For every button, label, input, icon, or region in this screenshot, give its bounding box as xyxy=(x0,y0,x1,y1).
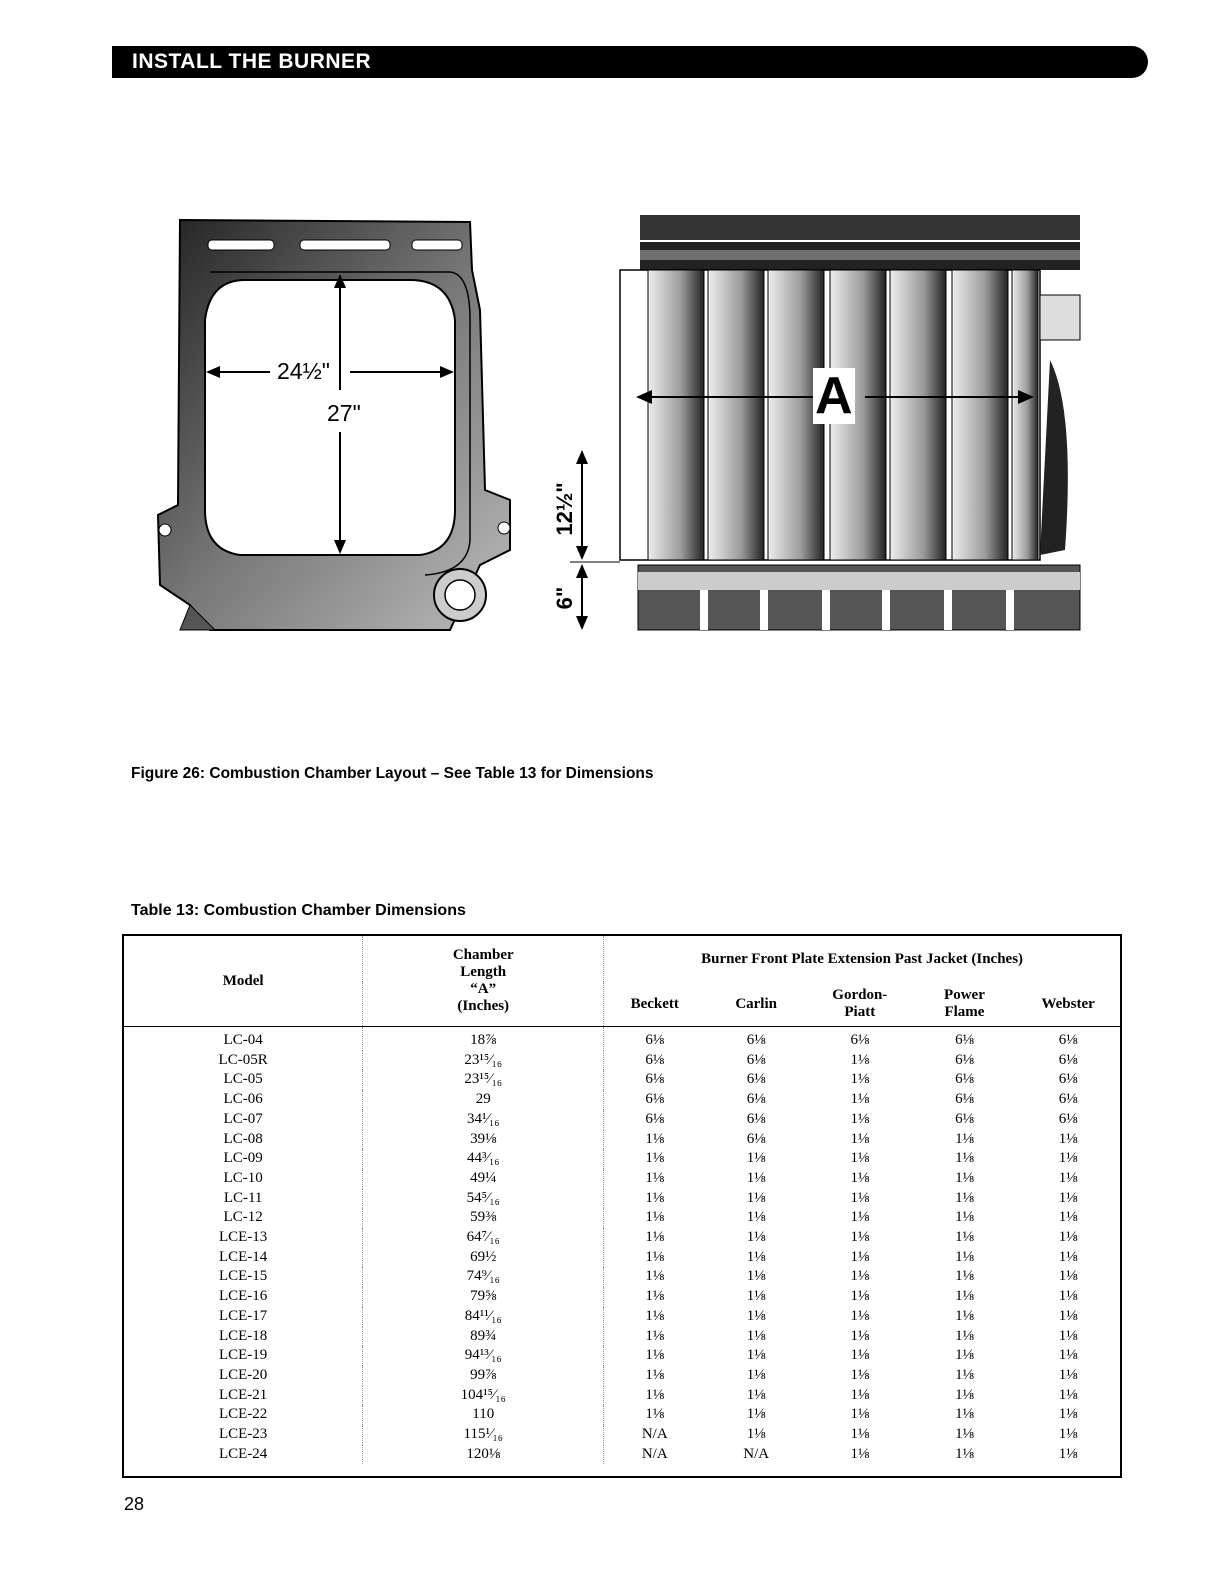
carlin-cell: 6⅛ xyxy=(746,1110,766,1127)
power-flame-cell: 1⅛ xyxy=(955,1169,974,1186)
gordon-piatt-cell: 6⅛ xyxy=(850,1032,870,1048)
webster-cell: 1⅛ xyxy=(1058,1288,1078,1305)
lower-height-label: 6" xyxy=(552,586,577,610)
model-cell: LCE-13 xyxy=(218,1229,268,1246)
model-cell: LC-08 xyxy=(223,1130,263,1147)
webster-cell: 6⅛ xyxy=(1058,1032,1078,1048)
beckett-header: Beckett xyxy=(604,982,706,1027)
webster-cell: 1⅛ xyxy=(1058,1169,1078,1186)
webster-cell: 6⅛ xyxy=(1058,1110,1078,1127)
table-body xyxy=(124,1027,1120,1465)
gordon-piatt-header: Gordon- Piatt xyxy=(832,987,888,1020)
carlin-cell: 1⅛ xyxy=(746,1229,766,1246)
webster-cell: 1⅛ xyxy=(1058,1445,1078,1462)
gordon-piatt-cell: 1⅛ xyxy=(850,1150,870,1167)
webster-cell: 1⅛ xyxy=(1058,1327,1078,1344)
power-flame-cell: 6⅛ xyxy=(955,1032,974,1048)
width-dimension-label: 24½" xyxy=(277,358,330,384)
beckett-cell: 1⅛ xyxy=(604,1228,706,1248)
chamber-length-cell: 44³⁄₁₆ xyxy=(363,1149,604,1169)
height-dimension-label: 27" xyxy=(327,400,361,426)
beckett-cell: 1⅛ xyxy=(604,1149,706,1169)
table-row xyxy=(124,1307,1120,1327)
carlin-cell: 6⅛ xyxy=(746,1051,766,1068)
carlin-header: Carlin xyxy=(735,995,777,1012)
webster-cell: 1⅛ xyxy=(1058,1189,1078,1206)
upper-height-label: 12½" xyxy=(552,482,577,536)
model-cell: LC-11 xyxy=(223,1189,263,1206)
table-row xyxy=(124,1027,1120,1051)
gordon-piatt-cell: 1⅛ xyxy=(850,1130,870,1147)
chamber-length-cell: 23¹⁵⁄₁₆ xyxy=(363,1051,604,1071)
power-flame-header: Power Flame xyxy=(944,987,985,1020)
table-row xyxy=(124,1090,1120,1110)
webster-cell: 1⅛ xyxy=(1058,1248,1078,1265)
gordon-piatt-cell: 1⅛ xyxy=(850,1071,870,1088)
model-cell: LC-06 xyxy=(223,1091,263,1108)
beckett-cell: 1⅛ xyxy=(604,1386,706,1406)
model-cell: LCE-14 xyxy=(218,1248,268,1265)
carlin-cell: 1⅛ xyxy=(746,1150,766,1167)
gordon-piatt-cell: 1⅛ xyxy=(850,1347,870,1364)
table-row xyxy=(124,1110,1120,1130)
webster-cell: 6⅛ xyxy=(1058,1071,1078,1088)
carlin-cell: 1⅛ xyxy=(746,1209,766,1226)
table-row xyxy=(124,1248,1120,1268)
webster-cell: 1⅛ xyxy=(1058,1130,1078,1147)
chamber-length-cell: 64⁷⁄₁₆ xyxy=(363,1228,604,1248)
beckett-cell: 6⅛ xyxy=(604,1070,706,1090)
chamber-length-cell: 54⁵⁄₁₆ xyxy=(363,1189,604,1209)
carlin-cell: N/A xyxy=(743,1445,770,1462)
power-flame-cell: 1⅛ xyxy=(955,1189,974,1206)
model-cell: LCE-18 xyxy=(218,1327,268,1344)
power-flame-cell: 1⅛ xyxy=(955,1327,974,1344)
chamber-length-cell: 69½ xyxy=(363,1248,604,1268)
carlin-cell: 1⅛ xyxy=(746,1248,766,1265)
carlin-cell: 1⅛ xyxy=(746,1406,766,1423)
carlin-cell: 6⅛ xyxy=(746,1032,766,1048)
beckett-cell: 1⅛ xyxy=(604,1189,706,1209)
figure-caption: Figure 26: Combustion Chamber Layout – See Table 13 for Dimensions xyxy=(131,765,654,782)
beckett-cell: N/A xyxy=(604,1425,706,1445)
power-flame-cell: 1⅛ xyxy=(955,1130,974,1147)
beckett-cell: 1⅛ xyxy=(604,1169,706,1189)
chamber-length-cell: 84¹¹⁄₁₆ xyxy=(363,1307,604,1327)
chamber-length-cell: 94¹³⁄₁₆ xyxy=(363,1346,604,1366)
power-flame-cell: 1⅛ xyxy=(955,1288,974,1305)
gordon-piatt-cell: 1⅛ xyxy=(850,1366,870,1383)
section-title: INSTALL THE BURNER xyxy=(132,50,372,73)
power-flame-cell: 1⅛ xyxy=(955,1406,974,1423)
model-cell: LCE-20 xyxy=(218,1366,268,1383)
chamber-length-cell: 79⅝ xyxy=(363,1287,604,1307)
gordon-piatt-cell: 1⅛ xyxy=(850,1110,870,1127)
gordon-piatt-cell: 1⅛ xyxy=(850,1386,870,1403)
model-cell: LC-05 xyxy=(223,1071,263,1088)
table-row xyxy=(124,1346,1120,1366)
webster-cell: 6⅛ xyxy=(1058,1091,1078,1108)
model-cell: LCE-22 xyxy=(218,1406,268,1423)
chamber-length-cell: 74⁹⁄₁₆ xyxy=(363,1267,604,1287)
webster-cell: 1⅛ xyxy=(1058,1366,1078,1383)
beckett-cell: N/A xyxy=(604,1445,706,1465)
chamber-length-cell: 99⅞ xyxy=(363,1366,604,1386)
chamber-length-cell: 49¼ xyxy=(363,1169,604,1189)
chamber-length-cell: 104¹⁵⁄₁₆ xyxy=(363,1386,604,1406)
model-cell: LC-04 xyxy=(223,1032,263,1048)
table-row xyxy=(124,1130,1120,1150)
power-flame-cell: 1⅛ xyxy=(955,1386,974,1403)
model-cell: LCE-17 xyxy=(218,1307,268,1324)
webster-cell: 6⅛ xyxy=(1058,1051,1078,1068)
carlin-cell: 6⅛ xyxy=(746,1091,766,1108)
power-flame-cell: 6⅛ xyxy=(955,1091,974,1108)
webster-cell: 1⅛ xyxy=(1058,1307,1078,1324)
section-banner xyxy=(112,46,1148,78)
gordon-piatt-cell: 1⅛ xyxy=(850,1426,870,1443)
table-row xyxy=(124,1051,1120,1071)
model-cell: LC-12 xyxy=(223,1209,263,1226)
table-row xyxy=(124,1386,1120,1406)
chamber-length-cell: 29 xyxy=(363,1090,604,1110)
webster-cell: 1⅛ xyxy=(1058,1386,1078,1403)
chamber-length-cell: 110 xyxy=(363,1405,604,1425)
gordon-piatt-cell: 1⅛ xyxy=(850,1327,870,1344)
beckett-cell: 1⅛ xyxy=(604,1248,706,1268)
webster-cell: 1⅛ xyxy=(1058,1150,1078,1167)
beckett-cell: 1⅛ xyxy=(604,1327,706,1347)
table-row xyxy=(124,1189,1120,1209)
model-cell: LCE-21 xyxy=(218,1386,268,1403)
carlin-cell: 1⅛ xyxy=(746,1307,766,1324)
dimensions-table xyxy=(122,934,1122,1478)
chamber-length-header: Chamber Length “A” (Inches) xyxy=(363,936,604,1027)
model-cell: LCE-16 xyxy=(218,1288,268,1305)
carlin-cell: 1⅛ xyxy=(746,1169,766,1186)
power-flame-cell: 1⅛ xyxy=(955,1307,974,1324)
carlin-cell: 1⅛ xyxy=(746,1327,766,1344)
chamber-length-cell: 18⅞ xyxy=(363,1027,604,1051)
power-flame-cell: 6⅛ xyxy=(955,1071,974,1088)
carlin-cell: 6⅛ xyxy=(746,1071,766,1088)
chamber-length-cell: 89¾ xyxy=(363,1327,604,1347)
table-title: Table 13: Combustion Chamber Dimensions xyxy=(131,902,466,919)
model-cell: LCE-24 xyxy=(218,1445,268,1462)
top-section-tops xyxy=(640,215,1080,270)
power-flame-cell: 1⅛ xyxy=(955,1445,974,1462)
table-row xyxy=(124,1149,1120,1169)
model-cell: LCE-15 xyxy=(218,1268,268,1285)
carlin-cell: 1⅛ xyxy=(746,1268,766,1285)
beckett-cell: 6⅛ xyxy=(604,1110,706,1130)
gordon-piatt-cell: 1⅛ xyxy=(850,1307,870,1324)
power-flame-cell: 1⅛ xyxy=(955,1150,974,1167)
gordon-piatt-cell: 1⅛ xyxy=(850,1268,870,1285)
carlin-cell: 1⅛ xyxy=(746,1386,766,1403)
gordon-piatt-cell: 1⅛ xyxy=(850,1091,870,1108)
webster-header: Webster xyxy=(1041,995,1095,1012)
beckett-cell: 1⅛ xyxy=(604,1208,706,1228)
burner-extension-header: Burner Front Plate Extension Past Jacket (Inches) xyxy=(604,936,1120,982)
gordon-piatt-cell: 1⅛ xyxy=(850,1229,870,1246)
beckett-cell: 1⅛ xyxy=(604,1287,706,1307)
carlin-cell: 1⅛ xyxy=(746,1426,766,1443)
power-flame-cell: 6⅛ xyxy=(955,1110,974,1127)
model-header: Model xyxy=(222,972,264,989)
beckett-cell: 1⅛ xyxy=(604,1130,706,1150)
carlin-cell: 6⅛ xyxy=(746,1130,766,1147)
beckett-cell: 1⅛ xyxy=(604,1366,706,1386)
gordon-piatt-cell: 1⅛ xyxy=(850,1209,870,1226)
power-flame-cell: 1⅛ xyxy=(955,1268,974,1285)
table-row xyxy=(124,1425,1120,1445)
chamber-length-cell: 115¹⁄₁₆ xyxy=(363,1425,604,1445)
gordon-piatt-cell: 1⅛ xyxy=(850,1406,870,1423)
power-flame-cell: 1⅛ xyxy=(955,1366,974,1383)
table-row xyxy=(124,1208,1120,1228)
webster-cell: 1⅛ xyxy=(1058,1209,1078,1226)
model-cell: LC-05R xyxy=(218,1051,268,1068)
power-flame-cell: 1⅛ xyxy=(955,1209,974,1226)
model-cell: LC-09 xyxy=(223,1150,263,1167)
power-flame-cell: 1⅛ xyxy=(955,1248,974,1265)
chamber-length-label: A xyxy=(815,367,853,425)
webster-cell: 1⅛ xyxy=(1058,1406,1078,1423)
gordon-piatt-cell: 1⅛ xyxy=(850,1051,870,1068)
table-row xyxy=(124,1267,1120,1287)
power-flame-cell: 1⅛ xyxy=(955,1229,974,1246)
beckett-cell: 1⅛ xyxy=(604,1267,706,1287)
webster-cell: 1⅛ xyxy=(1058,1229,1078,1246)
carlin-cell: 1⅛ xyxy=(746,1347,766,1364)
table-row xyxy=(124,1405,1120,1425)
beckett-cell: 6⅛ xyxy=(604,1090,706,1110)
gordon-piatt-cell: 1⅛ xyxy=(850,1248,870,1265)
beckett-cell: 6⅛ xyxy=(604,1027,706,1051)
carlin-cell: 1⅛ xyxy=(746,1366,766,1383)
table-row xyxy=(124,1070,1120,1090)
webster-cell: 1⅛ xyxy=(1058,1426,1078,1443)
webster-cell: 1⅛ xyxy=(1058,1347,1078,1364)
beckett-cell: 1⅛ xyxy=(604,1346,706,1366)
model-cell: LC-10 xyxy=(223,1169,263,1186)
power-flame-cell: 1⅛ xyxy=(955,1426,974,1443)
carlin-cell: 1⅛ xyxy=(746,1288,766,1305)
gordon-piatt-cell: 1⅛ xyxy=(850,1189,870,1206)
model-cell: LCE-23 xyxy=(218,1426,268,1443)
chamber-length-cell: 39⅛ xyxy=(363,1130,604,1150)
beckett-cell: 6⅛ xyxy=(604,1051,706,1071)
table-row xyxy=(124,1169,1120,1189)
chamber-length-cell: 59⅜ xyxy=(363,1208,604,1228)
gordon-piatt-cell: 1⅛ xyxy=(850,1445,870,1462)
gordon-piatt-cell: 1⅛ xyxy=(850,1288,870,1305)
page-number: 28 xyxy=(124,1494,145,1514)
carlin-cell: 1⅛ xyxy=(746,1189,766,1206)
base-sections xyxy=(638,565,1080,630)
table-row xyxy=(124,1445,1120,1465)
model-cell: LCE-19 xyxy=(218,1347,268,1364)
table-row xyxy=(124,1366,1120,1386)
table-row xyxy=(124,1287,1120,1307)
webster-cell: 1⅛ xyxy=(1058,1268,1078,1285)
table-row xyxy=(124,1228,1120,1248)
gordon-piatt-cell: 1⅛ xyxy=(850,1169,870,1186)
chamber-length-cell: 120⅛ xyxy=(363,1445,604,1465)
chamber-length-cell: 23¹⁵⁄₁₆ xyxy=(363,1070,604,1090)
table-row xyxy=(124,1327,1120,1347)
beckett-cell: 1⅛ xyxy=(604,1405,706,1425)
model-cell: LC-07 xyxy=(223,1110,263,1127)
power-flame-cell: 6⅛ xyxy=(955,1051,974,1068)
chamber-length-cell: 34¹⁄₁₆ xyxy=(363,1110,604,1130)
power-flame-cell: 1⅛ xyxy=(955,1347,974,1364)
beckett-cell: 1⅛ xyxy=(604,1307,706,1327)
